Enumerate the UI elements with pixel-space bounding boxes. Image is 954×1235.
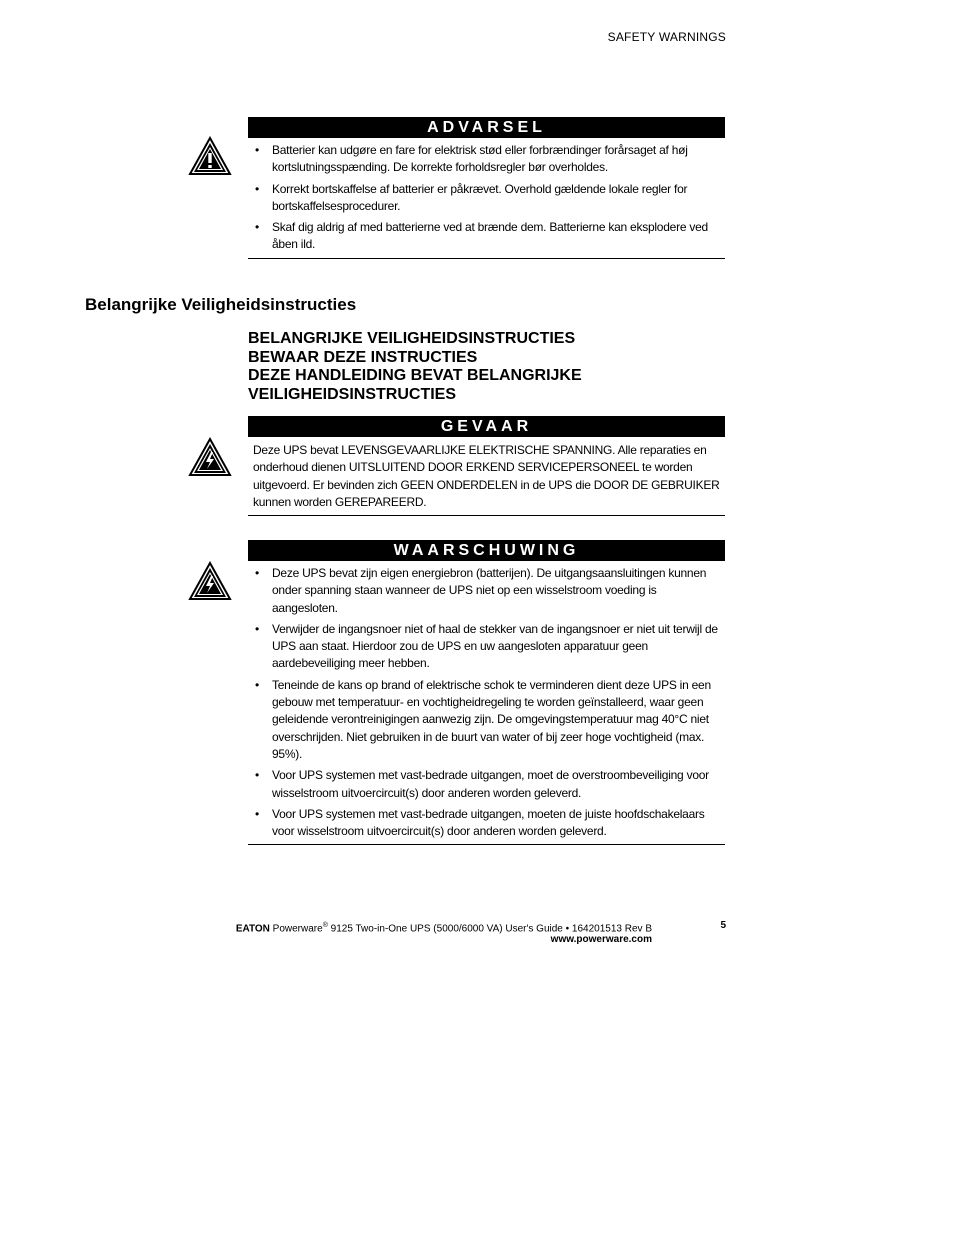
footer-product: Powerware	[272, 923, 323, 935]
running-header: SAFETY WARNINGS	[607, 30, 726, 44]
advarsel-notice	[248, 117, 725, 259]
list-item: • Korrekt bortskaffelse af batterier er påkrævet. Overhold gældende lokale regler for bortskaffelsesprocedurer.	[248, 181, 725, 216]
list-item: • Deze UPS bevat zijn eigen energiebron (batterijen). De uitgangsaansluitingen kunnen onder spanning staan wanneer de UPS niet op een wisselstroom voeding is aangesloten.	[248, 565, 725, 617]
page-number: 5	[720, 920, 726, 931]
important-instructions-heading	[248, 330, 725, 404]
list-item: • Batterier kan udgøre en fare for elektrisk stød eller forbrændinger forårsaget af høj kortslutningsspænding. De korrekte forholdsregler bør overholdes.	[248, 142, 725, 177]
footer-line	[150, 920, 652, 934]
section-heading: Belangrijke Veiligheidsinstructies	[85, 295, 357, 314]
list-item: • Teneinde de kans op brand of elektrische schok te verminderen dient deze UPS in een gebouw met temperatuur- en vochtigheidregeling te worden geïnstalleerd, waar geen geleidende verontreinigingen aanwezig zijn. De omgevingstemperatuur mag 40°C niet overschrijden. Niet gebruiken in de buurt van water of bij zeer hoge vochtigheid (max. 95%).	[248, 677, 725, 763]
gevaar-notice	[248, 416, 725, 516]
caps-line: VEILIGHEIDSINSTRUCTIES	[248, 385, 457, 403]
list-item: • Voor UPS systemen met vast-bedrade uitgangen, moeten de juiste hoofdschakelaars voor wisselstroom uitvoercircuit(s) door anderen worden geleverd.	[248, 806, 725, 841]
footer-url: www.powerware.com	[550, 934, 652, 946]
warning-exclamation-icon	[188, 136, 232, 176]
footer-brand: EATON	[235, 923, 270, 935]
electric-shock-icon	[188, 437, 232, 477]
list-item: • Voor UPS systemen met vast-bedrade uitgangen, moet de overstroombeveiliging voor wisselstroom uitvoercircuit(s) door anderen worden geleverd.	[248, 767, 725, 802]
list-item: • Skaf dig aldrig af med batterierne ved at brænde dem. Batterierne kan eksplodere ved åben ild.	[248, 219, 725, 254]
page-footer	[150, 920, 652, 945]
electric-shock-icon	[188, 561, 232, 601]
footer-guide: 9125 Two-in-One UPS (5000/6000 VA) User's Guide • 164201513 Rev B	[327, 923, 652, 935]
gevaar-text: Deze UPS bevat LEVENSGEVAARLIJKE ELEKTRISCHE SPANNING. Alle reparaties en onderhoud dienen UITSLUITEND DOOR ERKEND SERVICEPERSONEEL te worden uitgevoerd. Er bevinden zich GEEN ONDERDELEN in de UPS die DOOR DE GEBRUIKER kunnen worden GEREPAREERD.	[253, 443, 720, 509]
registered-mark: ®	[322, 922, 328, 929]
waarschuwing-title: WAARSCHUWING	[248, 540, 725, 561]
caps-line: DEZE HANDLEIDING BEVAT BELANGRIJKE	[248, 367, 582, 384]
list-item: • Verwijder de ingangsnoer niet of haal de stekker van de ingangsnoer er niet uit terwijl de UPS aan staat. Hierdoor zou de UPS en uw aangesloten apparatuur geen aardebeveiliging meer hebben.	[248, 621, 725, 673]
caps-line: BELANGRIJKE VEILIGHEIDSINSTRUCTIES	[248, 330, 576, 347]
waarschuwing-notice	[248, 540, 725, 845]
gevaar-title: GEVAAR	[248, 416, 725, 437]
advarsel-title: ADVARSEL	[248, 117, 725, 138]
caps-line: BEWAAR DEZE INSTRUCTIES	[248, 348, 478, 366]
